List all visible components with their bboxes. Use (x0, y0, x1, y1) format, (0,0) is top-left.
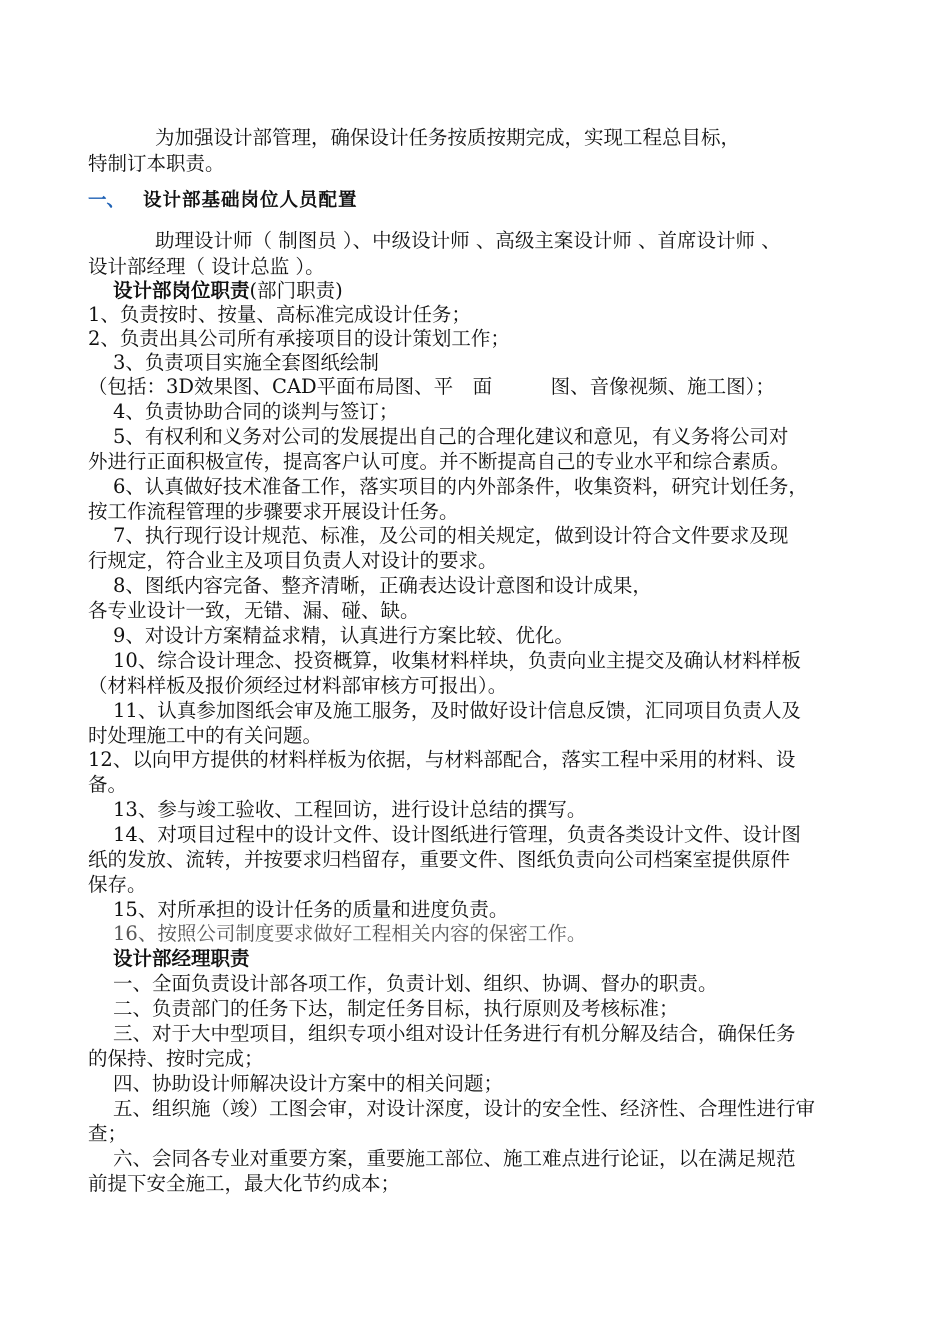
dept-duties-title: 设计部岗位职责 (113, 279, 250, 302)
duty-line: 外进行正面积极宣传，提高客户认可度。并不断提高自己的专业水平和综合素质。 (88, 450, 791, 473)
duty-line: 按工作流程管理的步骤要求开展设计任务。 (88, 500, 459, 523)
manager-duty-line: 前提下安全施工，最大化节约成本； (88, 1172, 401, 1195)
duty-line: 时处理施工中的有关问题。 (88, 724, 323, 747)
manager-duty-line: 的保持、按时完成； (88, 1047, 264, 1070)
duty-line: 15、对所承担的设计任务的质量和进度负责。 (113, 898, 509, 921)
duty-line: 备。 (88, 773, 128, 796)
manager-duty-line: 五、组织施（竣）工图会审，对设计深度，设计的安全性、经济性、合理性进行审 (113, 1097, 816, 1120)
manager-duty-line: 四、协助设计师解决设计方案中的相关问题； (113, 1072, 504, 1095)
manager-duties-heading: 设计部经理职责 (113, 947, 250, 970)
duty-line: 8、图纸内容完备、整齐清晰，正确表达设计意图和设计成果， (113, 574, 652, 597)
manager-duty-line: 二、负责部门的任务下达，制定任务目标，执行原则及考核标准； (113, 997, 679, 1020)
duty-line: 5、有权利和义务对公司的发展提出自己的合理化建议和意见，有义务将公司对 (113, 425, 789, 448)
duty-line: 3、负责项目实施全套图纸绘制 (113, 351, 379, 374)
duty-line: 保存。 (88, 873, 147, 896)
duty-line: 14、对项目过程中的设计文件、设计图纸进行管理，负责各类设计文件、设计图 (113, 823, 801, 846)
duty-line: 行规定，符合业主及项目负责人对设计的要求。 (88, 549, 498, 572)
duty-line: 7、执行现行设计规范、标准，及公司的相关规定，做到设计符合文件要求及现 (113, 524, 789, 547)
duty-line: 13、参与竣工验收、工程回访，进行设计总结的撰写。 (113, 798, 587, 821)
manager-duty-line: 六、会同各专业对重要方案，重要施工部位、施工难点进行论证，以在满足规范 (113, 1147, 796, 1170)
staff-line-1: 助理设计师（ 制图员 ）、中级设计师 、高级主案设计师 、首席设计师 、 (155, 229, 781, 252)
duty-line: 12、以向甲方提供的材料样板为依据，与材料部配合，落实工程中采用的材料、设 (88, 748, 796, 771)
section-heading (88, 188, 358, 214)
duty-line: 6、认真做好技术准备工作，落实项目的内外部条件，收集资料，研究计划任务， (113, 475, 808, 498)
duty-line: 10、综合设计理念、投资概算，收集材料样块，负责向业主提交及确认材料样板 (113, 649, 801, 672)
intro-line-2: 特制订本职责。 (88, 152, 225, 175)
duty-line: 11、认真参加图纸会审及施工服务，及时做好设计信息反馈，汇同项目负责人及 (113, 699, 801, 722)
dept-duties-heading (113, 278, 893, 304)
manager-duty-line: 查； (88, 1122, 128, 1145)
duty-line: 4、负责协助合同的谈判与签订； (113, 400, 399, 423)
duty-line: 各专业设计一致，无错、漏、碰、缺。 (88, 599, 420, 622)
duty-line: 2、负责出具公司所有承接项目的设计策划工作； (88, 327, 510, 350)
manager-duty-line: 三、对于大中型项目，组织专项小组对设计任务进行有机分解及结合，确保任务 (113, 1022, 796, 1045)
section-number: 一、 (88, 190, 126, 211)
duty-line: 9、对设计方案精益求精，认真进行方案比较、优化。 (113, 624, 574, 647)
dept-duties-note: (部门职责) (249, 279, 343, 302)
duty-line: 纸的发放、流转，并按要求归档留存，重要文件、图纸负责向公司档案室提供原件 (88, 848, 791, 871)
manager-duty-line: 一、全面负责设计部各项工作，负责计划、组织、协调、督办的职责。 (113, 972, 718, 995)
duty-line: 1、负责按时、按量、高标准完成设计任务； (88, 303, 471, 326)
section-title: 设计部基础岗位人员配置 (143, 190, 358, 211)
duty-line: （包括：3D效果图、CAD平面布局图、平 面 图、音像视频、施工图）； (88, 375, 775, 398)
intro-line-1: 为加强设计部管理，确保设计任务按质按期完成，实现工程总目标， (155, 126, 741, 149)
staff-line-2: 设计部经理（ 设计总监 ）。 (88, 255, 325, 278)
duty-line: 16、按照公司制度要求做好工程相关内容的保密工作。 (113, 922, 587, 945)
duty-line: （材料样板及报价须经过材料部审核方可报出）。 (88, 674, 508, 697)
